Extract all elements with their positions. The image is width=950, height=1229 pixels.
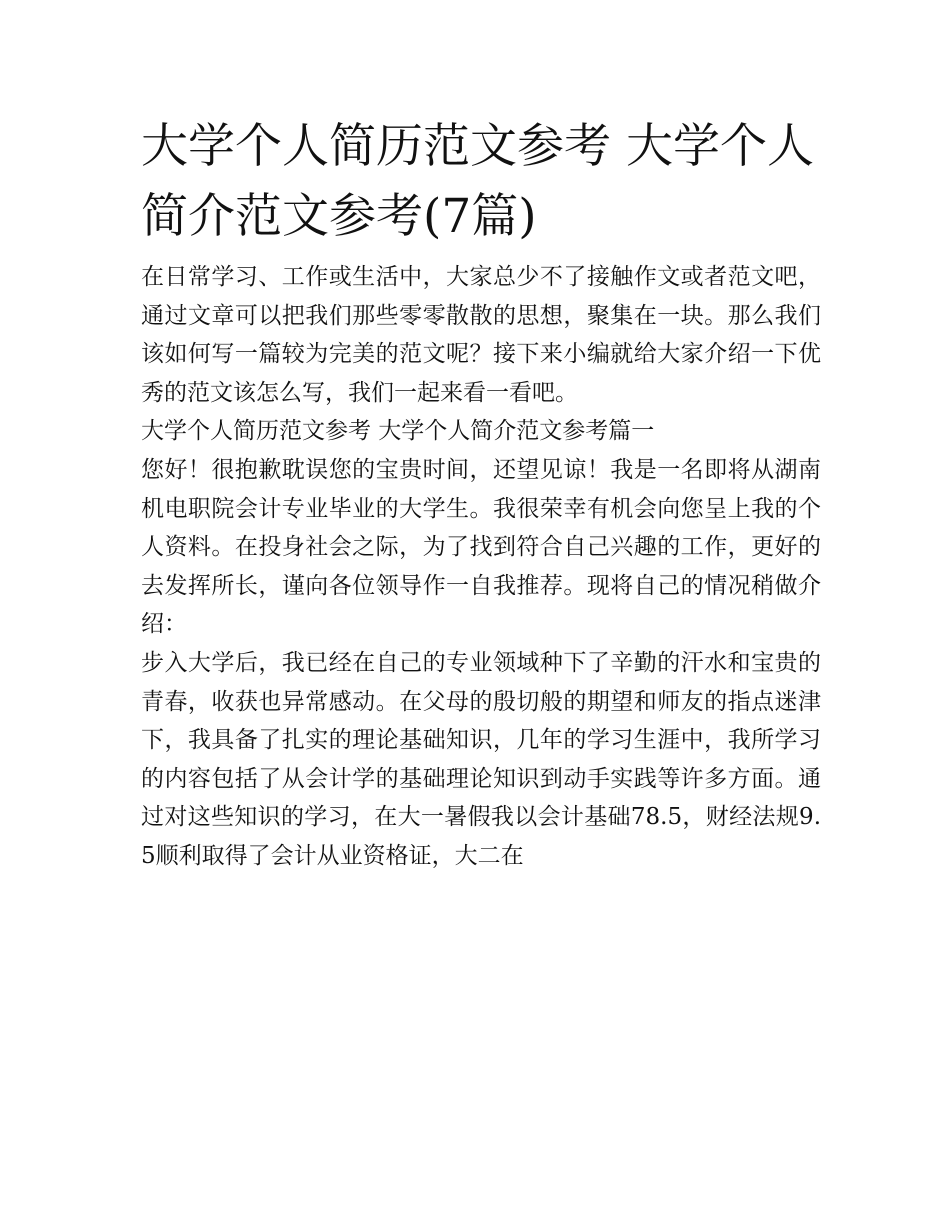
section-heading: 大学个人简历范文参考 大学个人简介范文参考篇一 bbox=[141, 418, 655, 445]
intro-paragraph: 在日常学习、工作或生活中，大家总少不了接触作文或者范文吧，通过文章可以把我们那些零零散散的思想，聚集在一块。那么我们该如何写一篇较为完美的范文呢？接下来小编就给大家介绍一下优秀的范文该怎么写，我们一起来看一看吧。 bbox=[141, 264, 821, 406]
body-paragraph-2: 步入大学后，我已经在自己的专业领域种下了辛勤的汗水和宝贵的青春，收获也异常感动。在父母的殷切般的期望和师友的指点迷津下，我具备了扎实的理论基础知识，几年的学习生涯中，我所学习的内容包括了从会计学的基础理论知识到动手实践等许多方面。通过对这些知识的学习，在大一暑假我以会计基础78.5，财经法规9.5顺利取得了会计从业资格证，大二在 bbox=[141, 649, 821, 869]
document-page bbox=[141, 112, 821, 876]
body-paragraph-1: 您好！很抱歉耽误您的宝贵时间，还望见谅！我是一名即将从湖南机电职院会计专业毕业的大学生。我很荣幸有机会向您呈上我的个人资料。在投身社会之际，为了找到符合自己兴趣的工作，更好的去发挥所长，谨向各位领导作一自我推荐。现将自己的情况稍做介绍： bbox=[141, 456, 821, 638]
document-title: 大学个人简历范文参考 大学个人简介范文参考(7篇) bbox=[141, 119, 814, 244]
